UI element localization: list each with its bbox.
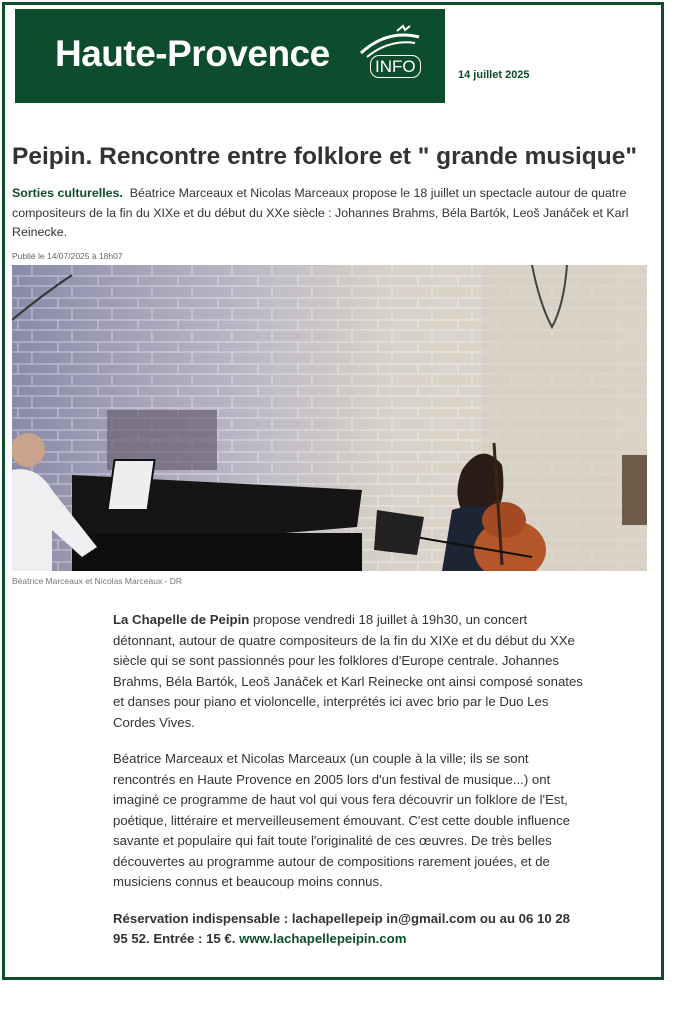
website-link[interactable]: www.lachapellepeipin.com [239,931,407,946]
body-paragraph: Béatrice Marceaux et Nicolas Marceaux (un couple à la ville; ils se sont rencontrés en Haute Provence en 2005 lors d'un festival de musique...) ont imaginé ce programme de haut vol qui vous fera découvrir un folklore de l'Est, poétique, littéraire et merveilleusement émouvant. C'est cette double influence savante et populaire qui fait toute l'originalité de ces œuvres. De très belles découvertes au programme autour de compositions rarement jouées, et de musiciens connus et beaucoup moins connus. [113,751,571,889]
reservation-paragraph [113,909,585,950]
article-chapo [12,184,652,243]
concert-photo [12,265,647,571]
logo-wordmark: Haute-Provence [55,33,330,74]
article-rubric[interactable]: Sorties culturelles. [12,186,123,200]
venue-name: La Chapelle de Peipin [113,612,250,627]
article-title: Peipin. Rencontre entre folklore et " grande musique" [12,143,637,170]
logo-info-badge: INFO [370,55,421,78]
publication-date: Publié le 14/07/2025 à 18h07 [12,251,123,261]
body-paragraph [113,610,585,733]
masthead-logo[interactable] [15,9,445,103]
photo-caption: Béatrice Marceaux et Nicolas Marceaux - DR [12,576,183,586]
reservation-text: Réservation indispensable : lachapellepeip in@gmail.com ou au 06 10 28 95 52. Entrée : 15 €. [113,910,570,946]
article-body [113,610,585,966]
paragraph-1-text: propose vendredi 18 juillet à 19h30, un concert détonnant, autour de quatre compositeurs de la fin du XIXe et du début du XXe siècle qui se sont passionnés pour les folklores d'Europe centrale. Johannes Brahms, Béla Bartók, Leoš Janáček et Karl Reinecke ont ainsi composé sonates et danses pour piano et violoncelle, interprétés ici avec brio par le Duo Les Cordes Vives. [113,612,583,730]
issue-date: 14 juillet 2025 [458,69,530,81]
chapo-text: Béatrice Marceaux et Nicolas Marceaux propose le 18 juillet un spectacle autour de quatre compositeurs de la fin du XIXe et du début du XXe siècle : Johannes Brahms, Béla Bartók, Leoš Janáček et Karl Reinecke. [12,186,629,239]
